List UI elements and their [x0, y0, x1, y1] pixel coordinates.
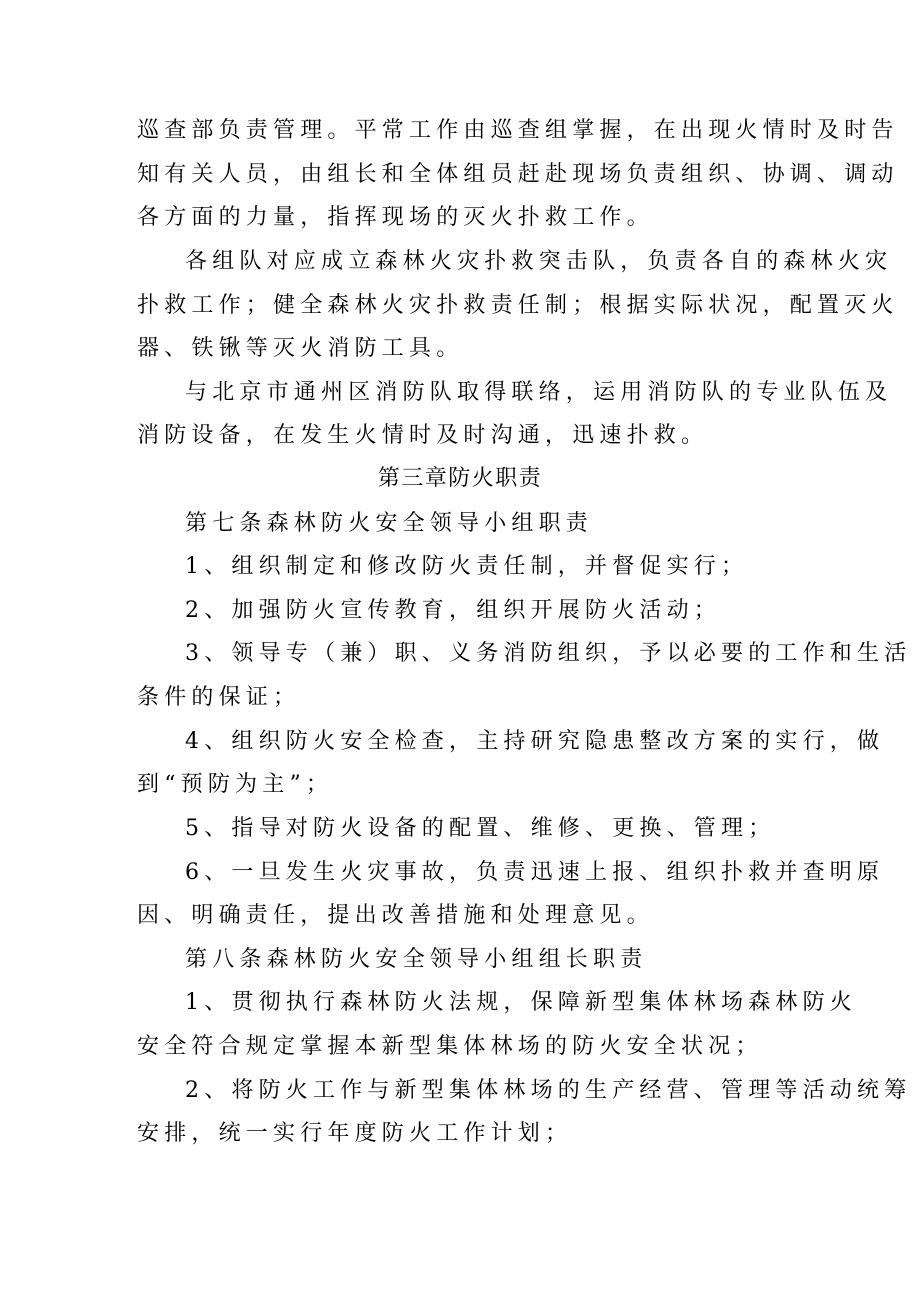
list-item-continuation: 条件的保证；: [137, 685, 301, 710]
paragraph-line: 知有关人员，由组长和全体组员赶赴现场负责组织、协调、调动: [137, 162, 899, 187]
list-item: 2、加强防火宣传教育，组织开展防火活动；: [185, 598, 721, 623]
list-item-continuation: 安全符合规定掌握本新型集体林场的防火安全状况；: [137, 1034, 763, 1059]
paragraph-line: 各方面的力量，指挥现场的灭火扑救工作。: [137, 205, 654, 230]
list-item: 1、贯彻执行森林防火法规，保障新型集体林场森林防火: [185, 990, 857, 1015]
list-item: 3、领导专（兼）职、义务消防组织，予以必要的工作和生活: [185, 641, 912, 666]
list-item-continuation: 因、明确责任，提出改善措施和处理意见。: [137, 903, 654, 928]
chapter-heading: 第三章防火职责: [377, 466, 543, 491]
paragraph-line: 器、铁锹等灭火消防工具。: [137, 336, 464, 361]
list-item: 4、组织防火安全检查，主持研究隐患整改方案的实行，做: [185, 729, 885, 754]
article-heading: 第八条森林防火安全领导小组组长职责: [185, 947, 648, 972]
article-heading: 第七条森林防火安全领导小组职责: [185, 511, 594, 536]
list-item: 6、一旦发生火灾事故，负责迅速上报、组织扑救并查明原: [185, 860, 885, 885]
paragraph-line: 扑救工作；健全森林火灾扑救责任制；根据实际状况，配置灭火: [137, 293, 899, 318]
list-item-continuation: 安排，统一实行年度防火工作计划；: [137, 1121, 573, 1146]
paragraph-line: 巡查部负责管理。平常工作由巡查组掌握，在出现火情时及时告: [137, 118, 899, 143]
list-item: 1、组织制定和修改防火责任制，并督促实行；: [185, 554, 749, 579]
paragraph-line: 各组队对应成立森林火灾扑救突击队，负责各自的森林火灾: [185, 249, 893, 274]
paragraph-line: 与北京市通州区消防队取得联络，运用消防队的专业队伍及: [185, 380, 893, 405]
list-item-continuation: 到“预防为主”；: [137, 772, 334, 797]
list-item: 5、指导对防火设备的配置、维修、更换、管理；: [185, 816, 776, 841]
list-item: 2、将防火工作与新型集体林场的生产经营、管理等活动统筹: [185, 1078, 912, 1103]
paragraph-line: 消防设备，在发生火情时及时沟通，迅速扑救。: [137, 423, 709, 448]
